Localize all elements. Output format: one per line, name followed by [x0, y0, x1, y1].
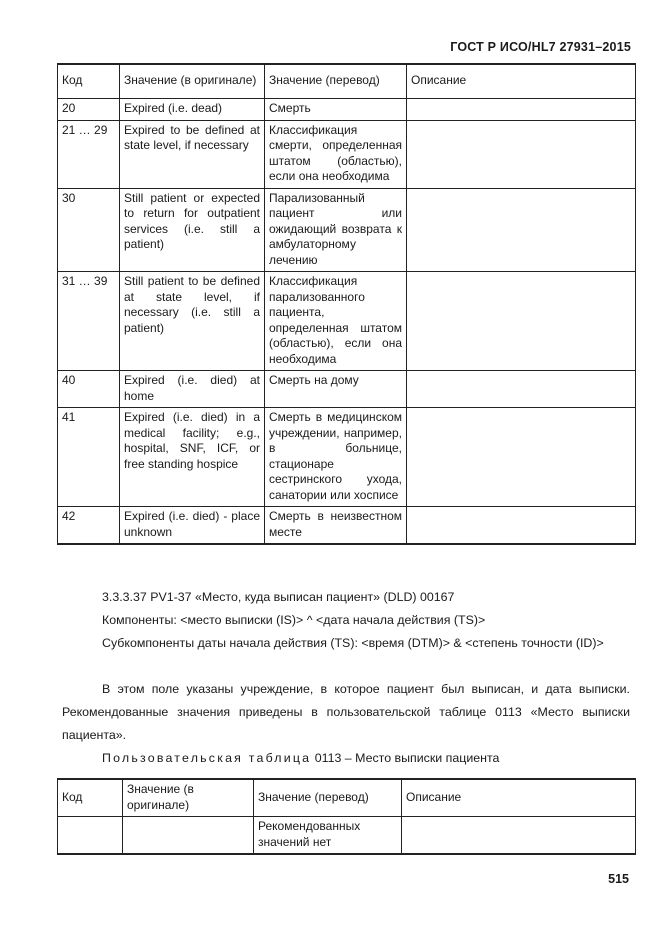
translation-cell: Классификация парализованного пациента, определенная штатом (областью), если она необходима [265, 272, 407, 371]
table-row [58, 272, 636, 371]
user-table-0113 [57, 778, 636, 855]
table-row [58, 817, 636, 855]
subcomponents-line: Субкомпоненты даты начала действия (TS): <время (DTM)> & <степень точности (ID)> [102, 636, 604, 650]
column-header-code: Код [58, 779, 123, 817]
table-caption-label: Пользовательская таблица [102, 751, 312, 765]
translation-cell: Рекомендованных значений нет [254, 817, 402, 855]
table-row [58, 507, 636, 545]
column-header-description: Описание [402, 779, 636, 817]
table-caption [62, 747, 630, 770]
table-row [58, 120, 636, 188]
translation-cell: Смерть в медицинском учреждении, например, в больнице, стационаре сестринского ухода, санатории или хосписе [265, 408, 407, 507]
description-cell [407, 371, 636, 408]
description-cell [402, 817, 636, 855]
column-header-original-value: Значение (в оригинале) [123, 779, 254, 817]
original-value-cell: Expired to be defined at state level, if necessary [120, 120, 265, 188]
original-value-cell: Expired (i.e. died) - place unknown [120, 507, 265, 545]
column-header-translation: Значение (перевод) [254, 779, 402, 817]
translation-cell: Классификация смерти, определенная штатом (областью), если она необходима [265, 120, 407, 188]
description-cell [407, 408, 636, 507]
code-cell: 31 … 39 [58, 272, 120, 371]
table-row [58, 188, 636, 272]
table-header-row [58, 779, 636, 817]
code-cell: 21 … 29 [58, 120, 120, 188]
description-cell [407, 507, 636, 545]
table-row [58, 371, 636, 408]
translation-cell: Смерть на дому [265, 371, 407, 408]
table-row [58, 408, 636, 507]
original-value-cell: Still patient to be defined at state level, if necessary (i.e. still a patient) [120, 272, 265, 371]
code-cell: 30 [58, 188, 120, 272]
field-description-paragraph: В этом поле указаны учреждение, в которое пациент был выписан, и дата выписки. Рекомендованные значения приведены в пользовательской таблице 0113 «Место выписки пациента». [62, 682, 630, 742]
section-heading: 3.3.3.37 PV1-37 «Место, куда выписан пациент» (DLD) 00167 [102, 590, 455, 604]
table-row [58, 99, 636, 121]
original-value-cell: Still patient or expected to return for outpatient services (i.e. still a patient) [120, 188, 265, 272]
original-value-cell [123, 817, 254, 855]
page-number: 515 [608, 872, 629, 886]
description-cell [407, 99, 636, 121]
code-cell: 42 [58, 507, 120, 545]
discharge-disposition-table [57, 63, 636, 545]
translation-cell: Смерть в неизвестном месте [265, 507, 407, 545]
column-header-translation: Значение (перевод) [265, 64, 407, 99]
original-value-cell: Expired (i.e. dead) [120, 99, 265, 121]
code-cell: 20 [58, 99, 120, 121]
original-value-cell: Expired (i.e. died) in a medical facility; e.g., hospital, SNF, ICF, or free standing hospice [120, 408, 265, 507]
table-caption-title: 0113 – Место выписки пациента [314, 751, 500, 765]
table-header-row [58, 64, 636, 99]
code-cell: 41 [58, 408, 120, 507]
column-header-code: Код [58, 64, 120, 99]
translation-cell: Парализованный пациент или ожидающий возврата к амбулаторному лечению [265, 188, 407, 272]
description-cell [407, 272, 636, 371]
description-cell [407, 120, 636, 188]
code-cell [58, 817, 123, 855]
components-line: Компоненты: <место выписки (IS)> ^ <дата начала действия (TS)> [102, 613, 486, 627]
column-header-description: Описание [407, 64, 636, 99]
column-header-original-value: Значение (в оригинале) [120, 64, 265, 99]
code-cell: 40 [58, 371, 120, 408]
translation-cell: Смерть [265, 99, 407, 121]
document-header: ГОСТ Р ИСО/HL7 27931–2015 [450, 40, 631, 54]
description-cell [407, 188, 636, 272]
original-value-cell: Expired (i.e. died) at home [120, 371, 265, 408]
